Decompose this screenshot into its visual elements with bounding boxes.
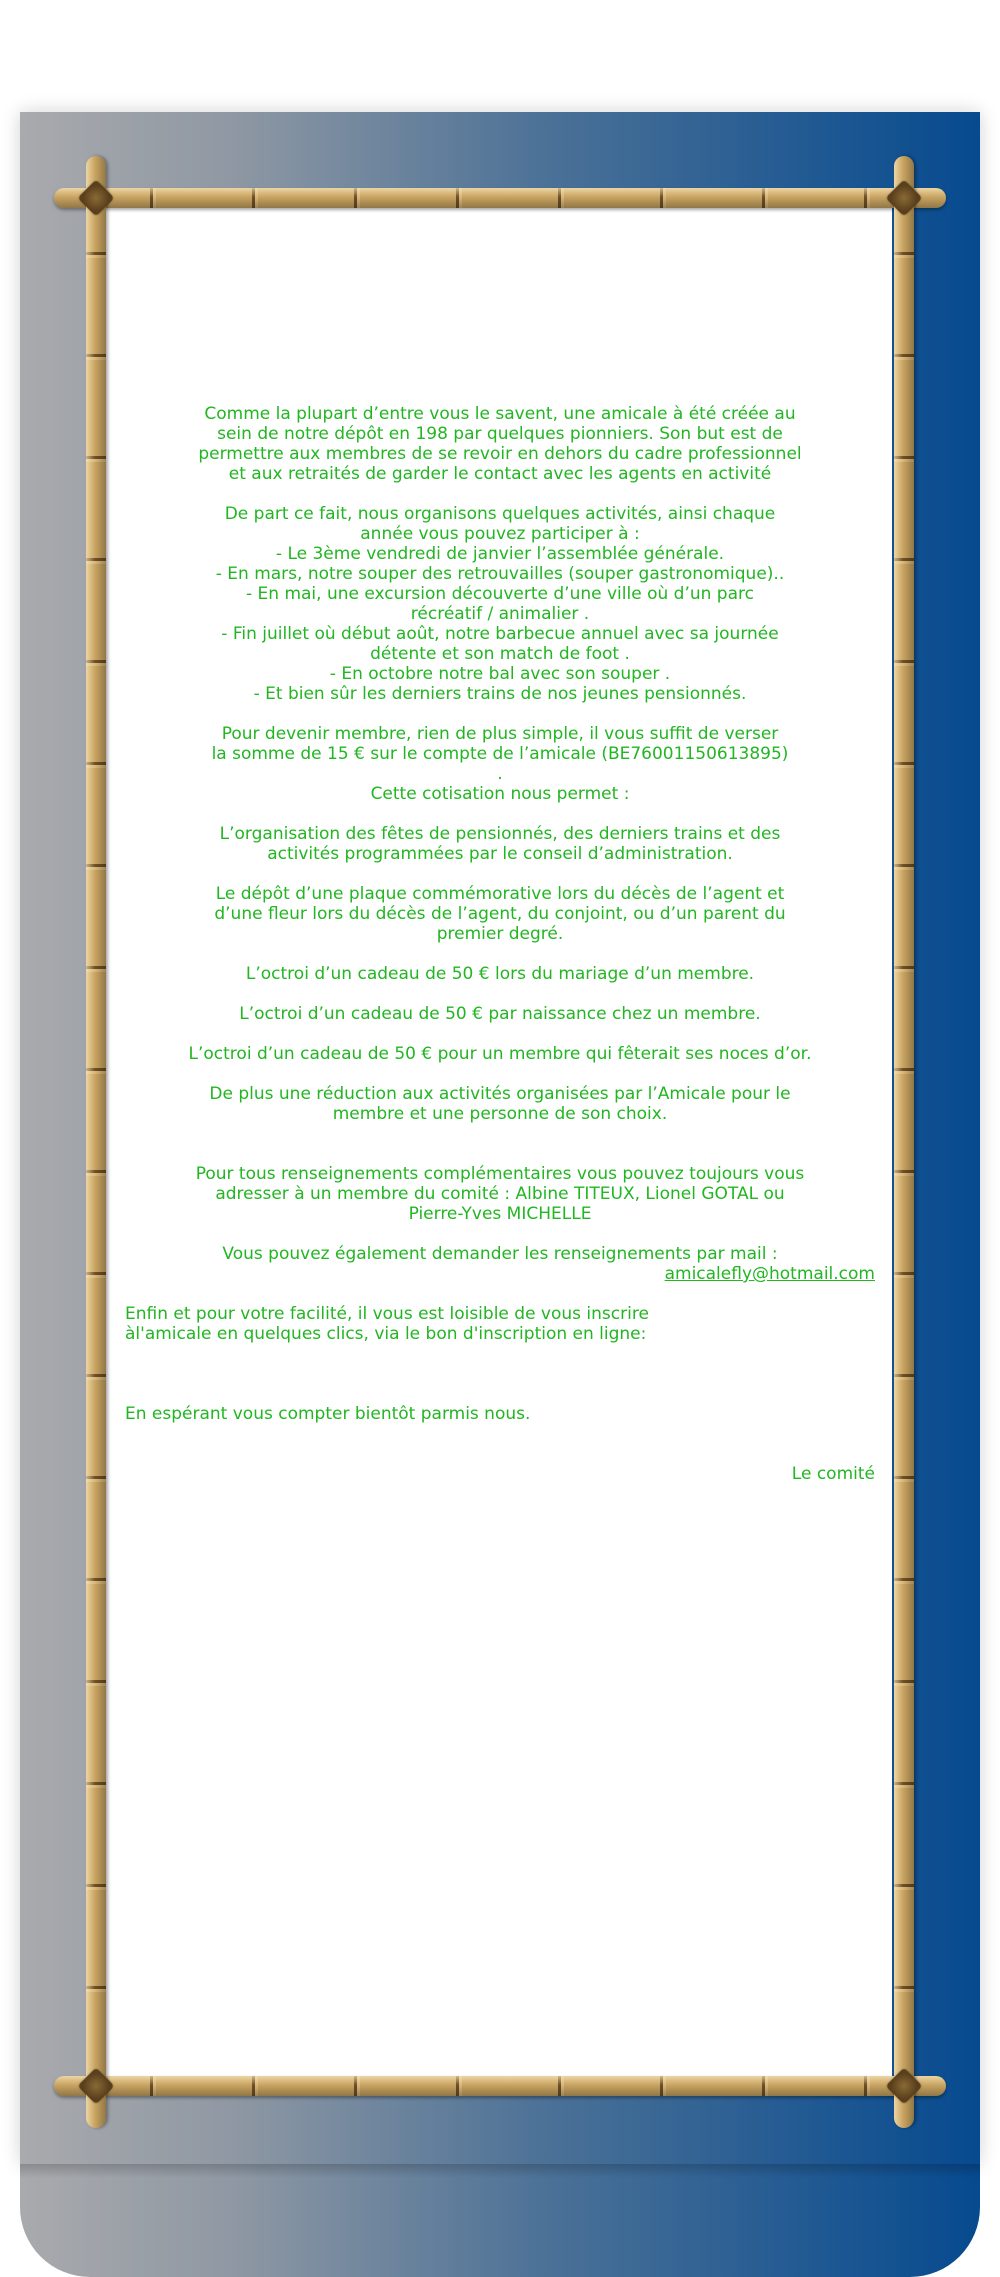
intro-line: sein de notre dépôt en 198 par quelques pionniers. Son but est de — [217, 424, 783, 444]
benefit-line: De plus une réduction aux activités organisées par l’Amicale pour le — [209, 1084, 791, 1104]
benefit-line: activités programmées par le conseil d’administration. — [267, 844, 733, 864]
activities-paragraph — [125, 504, 875, 704]
bamboo-left-pole — [86, 156, 106, 2128]
benefit-line: L’organisation des fêtes de pensionnés, des derniers trains et des — [219, 824, 781, 844]
benefit-plaque — [125, 884, 875, 944]
signup-paragraph — [125, 1304, 875, 1344]
activity-item: - En octobre notre bal avec son souper . — [329, 664, 671, 684]
activities-line: De part ce fait, nous organisons quelques activités, ainsi chaque — [224, 504, 776, 524]
article-content — [125, 404, 875, 1484]
membership-line: la somme de 15 € sur le compte de l’amicale (BE76001150613895) — [211, 744, 789, 764]
signup-line: àl'amicale en quelques clics, via le bon d'inscription en ligne: — [125, 1324, 647, 1344]
intro-line: et aux retraités de garder le contact avec les agents en activité — [228, 464, 772, 484]
membership-line: Pour devenir membre, rien de plus simple, il vous suffit de verser — [221, 724, 779, 744]
activity-item: - Et bien sûr les derniers trains de nos jeunes pensionnés. — [253, 684, 747, 704]
benefit-discount — [125, 1084, 875, 1124]
benefit-line: Le dépôt d’une plaque commémorative lors du décès de l’agent et — [215, 884, 785, 904]
membership-line: Cette cotisation nous permet : — [370, 784, 630, 804]
signup-line: Enfin et pour votre facilité, il vous est loisible de vous inscrire — [125, 1304, 649, 1324]
benefit-line: d’une fleur lors du décès de l’agent, du conjoint, ou d’un parent du — [214, 904, 786, 924]
benefit-line: premier degré. — [436, 924, 564, 944]
bamboo-bottom-bar — [54, 2076, 946, 2096]
signature-text: Le comité — [791, 1464, 875, 1484]
activities-line: année vous pouvez participer à : — [360, 524, 640, 544]
mail-intro-text: Vous pouvez également demander les renseignements par mail : — [222, 1244, 778, 1264]
contact-line: Pour tous renseignements complémentaires vous pouvez toujours vous — [195, 1164, 805, 1184]
bamboo-right-pole — [894, 156, 914, 2128]
panel-footer — [20, 2164, 980, 2277]
intro-paragraph — [125, 404, 875, 484]
activity-item: détente et son match de foot . — [370, 644, 630, 664]
benefit-wedding-gift: L’octroi d’un cadeau de 50 € lors du mariage d’un membre. — [245, 964, 755, 984]
intro-line: permettre aux membres de se revoir en dehors du cadre professionnel — [198, 444, 802, 464]
activity-item: - En mai, une excursion découverte d’une ville où d’un parc — [246, 584, 754, 604]
contact-line: adresser à un membre du comité : Albine TITEUX, Lionel GOTAL ou — [215, 1184, 785, 1204]
intro-line: Comme la plupart d’entre vous le savent, une amicale à été créée au — [204, 404, 796, 424]
activity-item: - Fin juillet où début août, notre barbecue annuel avec sa journée — [221, 624, 779, 644]
activity-item: - En mars, notre souper des retrouvailles (souper gastronomique).. — [215, 564, 785, 584]
membership-paragraph — [125, 724, 875, 804]
contact-line: Pierre-Yves MICHELLE — [408, 1204, 592, 1224]
benefit-golden-wedding-gift: L’octroi d’un cadeau de 50 € pour un membre qui fêterait ses noces d’or. — [188, 1044, 812, 1064]
bamboo-top-bar — [54, 188, 946, 208]
activity-item: - Le 3ème vendredi de janvier l’assemblée générale. — [275, 544, 725, 564]
benefit-birth-gift: L’octroi d’un cadeau de 50 € par naissance chez un membre. — [239, 1004, 761, 1024]
activity-item: récréatif / animalier . — [410, 604, 590, 624]
benefit-organisation — [125, 824, 875, 864]
contact-paragraph — [125, 1164, 875, 1224]
email-link[interactable]: amicalefly@hotmail.com — [664, 1264, 875, 1284]
closing-text: En espérant vous compter bientôt parmis nous. — [125, 1404, 531, 1424]
membership-line: . — [497, 764, 503, 784]
benefit-line: membre et une personne de son choix. — [332, 1104, 668, 1124]
